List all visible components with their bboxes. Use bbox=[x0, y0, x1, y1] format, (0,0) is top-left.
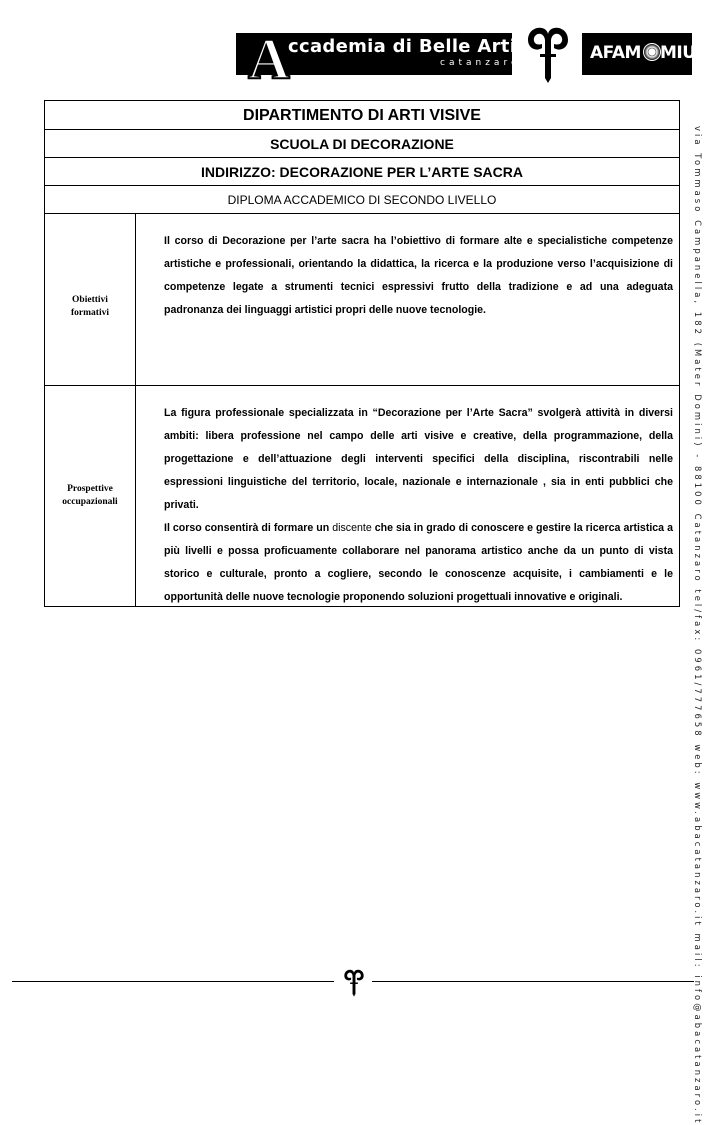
logo-initial: A bbox=[248, 26, 290, 91]
label-line: Obiettivi bbox=[72, 294, 108, 305]
academy-title: ccademia di Belle Arti bbox=[288, 36, 517, 57]
programme-table bbox=[44, 100, 680, 607]
school-title: SCUOLA DI DECORAZIONE bbox=[45, 130, 679, 158]
label-line: formativi bbox=[71, 307, 109, 318]
paragraph-start: Il corso consentirà di formare un bbox=[164, 522, 333, 534]
section-text bbox=[164, 402, 673, 609]
side-address: via Tommaso Campanella, 182 (Mater Domini) - 88100 Catanzaro tel/fax: 0961/777658 web: www.abacatanzaro.it mail: info@abacatanzaro.it bbox=[693, 126, 703, 1125]
academy-emblem-icon bbox=[340, 967, 368, 997]
italian-republic-emblem-icon bbox=[643, 43, 661, 61]
address-title: INDIRIZZO: DECORAZIONE PER L’ARTE SACRA bbox=[45, 158, 679, 186]
paragraph bbox=[164, 517, 673, 609]
section-label bbox=[45, 386, 136, 606]
diploma-title: DIPLOMA ACCADEMICO DI SECONDO LIVELLO bbox=[45, 186, 679, 214]
footer-rule-right bbox=[372, 981, 694, 982]
section-career bbox=[45, 386, 679, 606]
label-line: Prospettive bbox=[67, 484, 113, 495]
footer-rule-left bbox=[12, 981, 334, 982]
paragraph-word: discente bbox=[332, 522, 372, 534]
section-label bbox=[45, 214, 136, 385]
paragraph: La figura professionale specializzata in “Decorazione per l’Arte Sacra” svolgerà attività in diversi ambiti: libera professione nel campo delle arti visive e creative, della programmazione, della progettazione e dell’attuazione degli interventi specifici della disciplina, riscontrabili nelle espressioni linguistiche del territorio, locale, nazionale e internazionale , sia in enti pubblici che privati. bbox=[164, 407, 673, 511]
label-line: occupazionali bbox=[62, 497, 118, 507]
paragraph: Il corso di Decorazione per l’arte sacra ha l’obiettivo di formare alte e specialistiche competenze artistiche e professionali, orientando la didattica, la ricerca e la produzione verso l’acquisizione di competenze legate a strumenti tecnici espressivi frutto della tradizione e ad una adeguata padronanza dei linguaggi artistici propri delle nuove tecnologie. bbox=[164, 235, 673, 316]
academy-city: catanzaro bbox=[440, 58, 521, 68]
paragraph-end: che sia in grado di conoscere e gestire la ricerca artistica a più livelli e possa proficuamente collaborare nel panorama artistico anche da un punto di vista storico e culturale, pronto a cogliere, secondo le conoscenze acquisite, i cambiamenti e le opportunità delle nuove tecnologie proponendo soluzioni progettuali innovative e originali. bbox=[164, 522, 673, 603]
academy-emblem-icon bbox=[520, 22, 576, 84]
department-title: DIPARTIMENTO DI ARTI VISIVE bbox=[45, 101, 679, 130]
miur-label: MIUR bbox=[660, 43, 709, 63]
section-text bbox=[164, 230, 673, 322]
section-objectives bbox=[45, 214, 679, 386]
afam-label: AFAM bbox=[590, 43, 641, 63]
